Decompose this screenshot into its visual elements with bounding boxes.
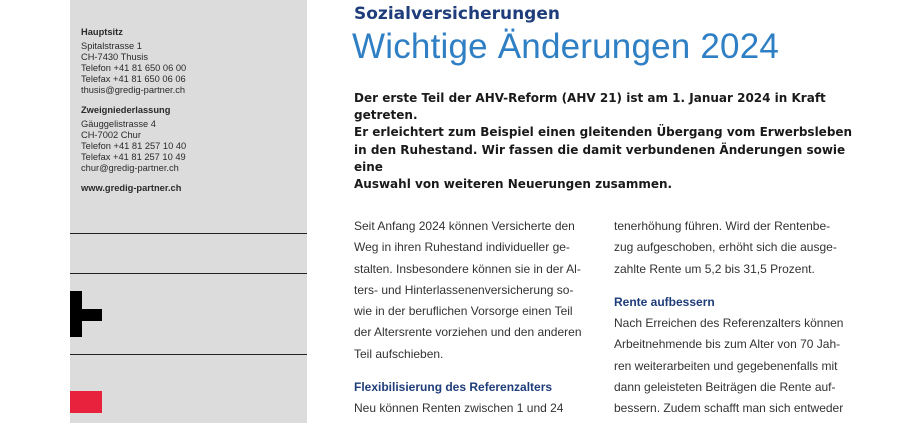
head-office-phone: Telefon +41 81 650 06 00: [81, 63, 187, 73]
body-line: ren weiterarbeiten und gegebenenfalls mit: [614, 358, 838, 373]
body-line: zug aufgeschoben, erhöht sich die ausge-: [614, 240, 837, 255]
body-line: Seit Anfang 2024 können Versicherte den: [354, 219, 575, 233]
subheading-flexibilisierung: Flexibilisierung des Referenzalters: [354, 380, 553, 395]
lead-line: Der erste Teil der AHV-Reform (AHV 21) ist am 1. Januar 2024 in Kraft getreten.: [354, 91, 826, 123]
sidebar-divider: [70, 273, 307, 274]
body-line: Teil aufschieben.: [354, 346, 444, 361]
body-line: ters- und Hinterlassenenversicherung so-: [354, 282, 574, 297]
body-line: bessern. Zudem schafft man sich entweder: [614, 401, 844, 416]
branch-city: CH-7002 Chur: [81, 130, 141, 140]
article-title: Wichtige Änderungen 2024: [352, 27, 780, 66]
head-office-fax: Telefax +41 81 650 06 06: [81, 74, 186, 84]
body-column-1: [354, 216, 594, 420]
body-line: Nach Erreichen des Referenzalters können: [614, 316, 844, 331]
website-link[interactable]: www.gredig-partner.ch: [81, 183, 182, 193]
body-line: zahlte Rente um 5,2 bis 31,5 Prozent.: [614, 261, 815, 276]
head-office-street: Spitalstrasse 1: [81, 41, 142, 51]
body-line: der Altersrente vorziehen und den anderen: [354, 325, 582, 340]
lead-line: Auswahl von weiteren Neuerungen zusammen.: [354, 177, 673, 192]
head-office-city: CH-7430 Thusis: [81, 52, 149, 62]
head-office-email[interactable]: thusis@gredig-partner.ch: [81, 85, 186, 95]
sidebar-divider: [70, 233, 307, 234]
branch-fax: Telefax +41 81 257 10 49: [81, 152, 186, 162]
contact-sidebar: [70, 0, 307, 423]
lead-line: Er erleichtert zum Beispiel einen gleitenden Übergang vom Erwerbsleben: [354, 125, 853, 140]
body-line: tenerhöhung führen. Wird der Rentenbe-: [614, 219, 831, 233]
section-kicker: Sozialversicherungen: [354, 4, 560, 24]
body-line: stalten. Insbesondere können sie in der Al-: [354, 261, 581, 276]
body-line: wie in der beruflichen Vorsorge einen Teil: [354, 304, 573, 319]
branch-heading: Zweigniederlassung: [81, 105, 171, 115]
head-office-heading: Hauptsitz: [81, 27, 123, 37]
lead-line: in den Ruhestand. Wir fassen die damit verbundenen Änderungen sowie eine: [354, 142, 846, 174]
red-accent-block: [70, 391, 102, 413]
contact-block: [81, 27, 301, 194]
body-line: dann geleisteten Beiträgen die Rente auf-: [614, 380, 836, 395]
branch-phone: Telefon +41 81 257 10 40: [81, 141, 187, 151]
branch-email[interactable]: chur@gredig-partner.ch: [81, 163, 179, 173]
cross-logo-horizontal: [70, 309, 102, 321]
lead-paragraph: [354, 90, 859, 193]
body-column-2: [614, 216, 860, 420]
body-line: Weg in ihren Ruhestand individueller ge-: [354, 240, 570, 255]
body-line: Arbeitnehmende bis zum Alter von 70 Jah-: [614, 337, 841, 352]
branch-street: Gäuggelistrasse 4: [81, 119, 156, 129]
sidebar-divider: [70, 354, 307, 355]
body-line: Neu können Renten zwischen 1 und 24: [354, 401, 564, 416]
subheading-rente-aufbessern: Rente aufbessern: [614, 294, 715, 309]
